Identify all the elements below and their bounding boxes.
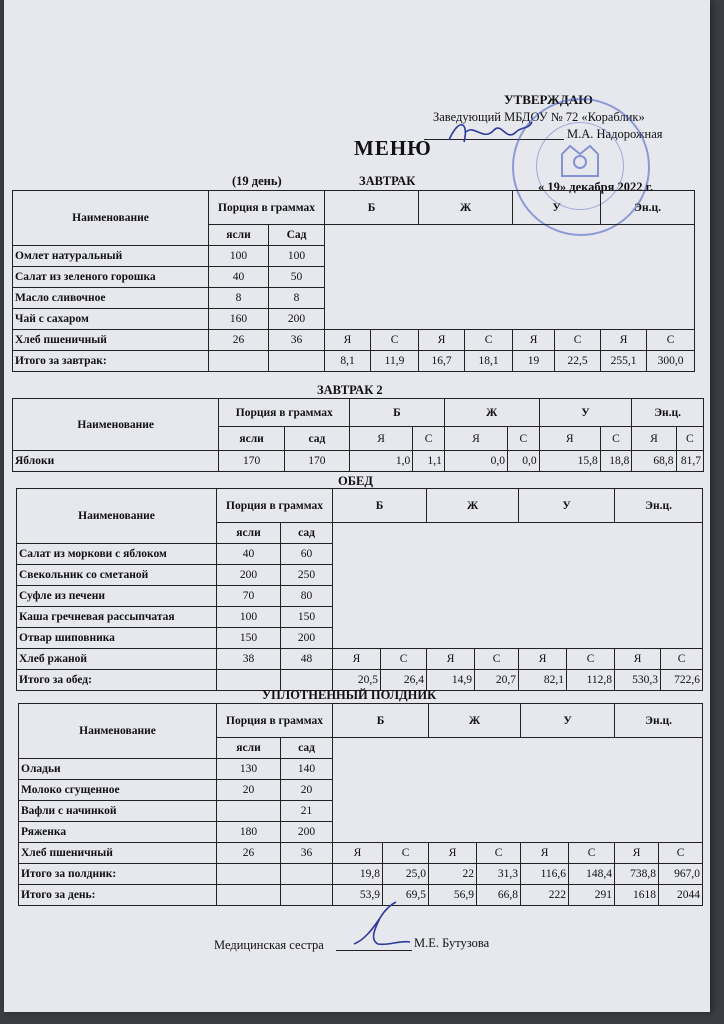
table-row: Яблоки 170 170 1,0 1,1 0,0 0,0 15,8 18,8 68,8 81,7 [13,451,704,472]
menu-date: « 19» декабря 2022 г. [538,180,653,194]
table-row: Хлеб пшеничный 26 36 Я С Я С Я С Я С [13,330,695,351]
table-row: Хлеб ржаной 38 48 Я С Я С Я С Я С [17,649,703,670]
table-row: Молоко сгущенное 20 20 [19,780,703,801]
breakfast-title: ЗАВТРАК [359,174,416,188]
nurse-name: М.Е. Бутузова [414,936,490,950]
day-label: (19 день) [232,174,282,188]
col-zh-header: Ж [419,191,513,225]
page-title: МЕНЮ [354,136,432,160]
col-garden-header: Сад [269,225,325,246]
total-row: Итого за обед: 20,5 26,4 14,9 20,7 82,1 112,8 530,3 722,6 [17,670,703,691]
breakfast2-table: Наименование Порция в граммах Б Ж У Эн.ц. ясли сад Я С Я С Я С Я С Яблоки 170 170 1,0 1,1 0,0 0,0 15,8 18,8 68,8 81,7 [12,398,704,472]
nurse-label: Медицинская сестра [214,938,324,952]
table-row: Суфле из печени 70 80 [17,586,703,607]
total-row: Итого за завтрак: 8,1 11,9 16,7 18,1 19 22,5 255,1 300,0 [13,351,695,372]
snack-table: Наименование Порция в граммах Б Ж У Эн.ц. ясли сад Оладьи 130 140 Молоко сгущенное 20 20 Вафли с начинкой 21 Ряженка 180 200 Хлеб пшеничный 26 36 Я С Я С Я С Я С Итого за полдник: 19,8 25,0 22 31,3 116,6 148,4 738,8 967,0 Итого за день: 53,9 69,5 56,9 66,8 222 291 1618 2044 [18,703,703,906]
director-signature [444,112,534,152]
table-row: Каша гречневая рассыпчатая 100 150 [17,607,703,628]
lunch-title: ОБЕД [338,474,373,488]
table-row: Салат из зеленого горошка 40 50 [13,267,695,288]
nutrition-blank [325,225,695,330]
table-row: Хлеб пшеничный 26 36 Я С Я С Я С Я С [19,843,703,864]
director-name: М.А. Надорожная [567,127,663,141]
col-portion-header: Порция в граммах [209,191,325,225]
table-row: Отвар шиповника 150 200 [17,628,703,649]
lunch-table: Наименование Порция в граммах Б Ж У Эн.ц. ясли сад Салат из моркови с яблоком 40 60 Свекольник со сметаной 200 250 Суфле из печени 70 80 Каша гречневая рассыпчатая 100 150 Отвар шиповника 150 200 Хлеб ржаной 38 48 Я С Я С Я С Я С Итого за обед: 20,5 26,4 14,9 20,7 82,1 112,8 530,3 722,6 [16,488,703,691]
table-row: Салат из моркови с яблоком 40 60 [17,544,703,565]
table-row: Вафли с начинкой 21 [19,801,703,822]
nurse-signature-line [336,950,412,951]
snack-title: УПЛОТНЕННЫЙ ПОЛДНИК [262,688,437,702]
col-u-header: У [513,191,601,225]
table-row: Свекольник со сметаной 200 250 [17,565,703,586]
col-en-header: Эн.ц. [601,191,695,225]
menu-page [4,0,710,1012]
table-row: Масло сливочное 8 8 [13,288,695,309]
col-name-header: Наименование [13,191,209,246]
breakfast2-title: ЗАВТРАК 2 [317,383,383,397]
approve-label: УТВЕРЖДАЮ [504,92,593,107]
breakfast-table [12,190,695,372]
table-row: Оладьи 130 140 [19,759,703,780]
table-row: Итого за полдник: 19,8 25,0 22 31,3 116,6 148,4 738,8 967,0 [19,864,703,885]
director-line: Заведующий МБДОУ № 72 «Кораблик» [433,110,645,124]
nurse-signature [344,900,414,950]
table-row: Ряженка 180 200 [19,822,703,843]
total-row: Итого за день: 53,9 69,5 56,9 66,8 222 291 1618 2044 [19,885,703,906]
col-nursery-header: ясли [209,225,269,246]
table-row: Омлет натуральный 100 100 [13,246,695,267]
table-row: Чай с сахаром 160 200 [13,309,695,330]
col-b-header: Б [325,191,419,225]
